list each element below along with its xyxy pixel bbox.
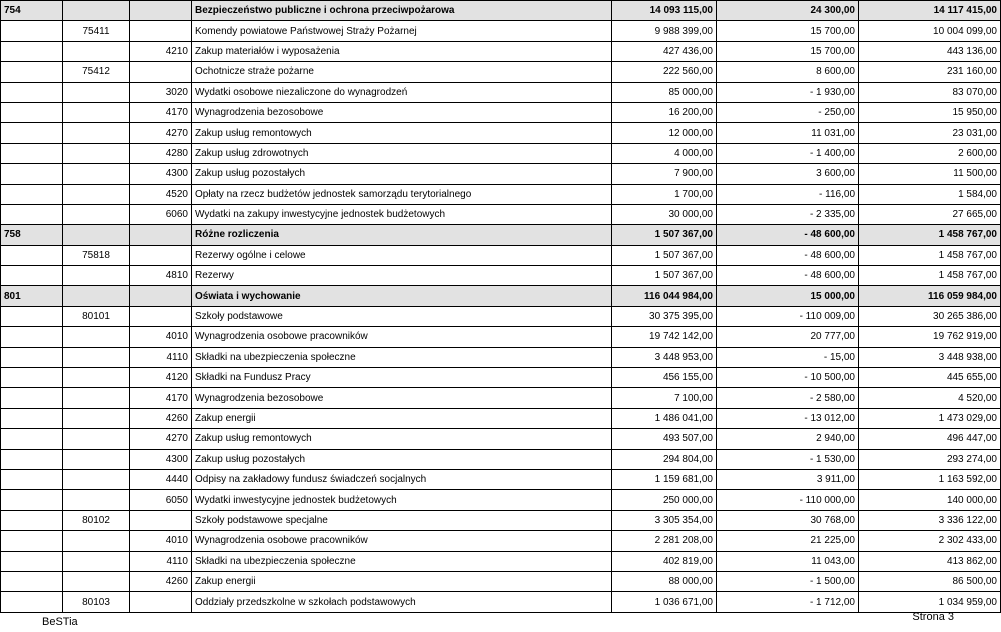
- cell-name: Opłaty na rzecz budżetów jednostek samorządu terytorialnego: [192, 184, 612, 204]
- cell-name: Wynagrodzenia osobowe pracowników: [192, 531, 612, 551]
- cell-name: Składki na ubezpieczenia społeczne: [192, 347, 612, 367]
- cell-name: Zakup usług zdrowotnych: [192, 143, 612, 163]
- table-row: [1, 449, 1001, 469]
- cell-plan: 1 159 681,00: [612, 469, 717, 489]
- cell-paragraf: 4520: [130, 184, 192, 204]
- cell-change: - 48 600,00: [717, 245, 859, 265]
- cell-name: Składki na Fundusz Pracy: [192, 368, 612, 388]
- cell-plan: 7 900,00: [612, 164, 717, 184]
- cell-name: Oświata i wychowanie: [192, 286, 612, 306]
- cell-paragraf: 6050: [130, 490, 192, 510]
- table-row: [1, 490, 1001, 510]
- table-row: [1, 1, 1001, 21]
- cell-plan: 1 700,00: [612, 184, 717, 204]
- cell-change: 24 300,00: [717, 1, 859, 21]
- cell-paragraf: 4270: [130, 123, 192, 143]
- cell-change: 11 031,00: [717, 123, 859, 143]
- cell-change: - 1 930,00: [717, 82, 859, 102]
- cell-dzial: [1, 204, 63, 224]
- cell-dzial: 754: [1, 1, 63, 21]
- cell-change: 30 768,00: [717, 510, 859, 530]
- cell-plan: 88 000,00: [612, 571, 717, 591]
- cell-plan: 19 742 142,00: [612, 327, 717, 347]
- cell-after: 231 160,00: [859, 62, 1001, 82]
- cell-name: Rezerwy ogólne i celowe: [192, 245, 612, 265]
- cell-name: Wynagrodzenia osobowe pracowników: [192, 327, 612, 347]
- cell-after: 413 862,00: [859, 551, 1001, 571]
- cell-plan: 16 200,00: [612, 102, 717, 122]
- cell-rozdzial: 75412: [63, 62, 130, 82]
- cell-rozdzial: [63, 225, 130, 245]
- cell-dzial: [1, 388, 63, 408]
- cell-change: - 116,00: [717, 184, 859, 204]
- cell-rozdzial: [63, 531, 130, 551]
- cell-dzial: [1, 82, 63, 102]
- cell-paragraf: 4300: [130, 164, 192, 184]
- cell-dzial: [1, 184, 63, 204]
- cell-name: Zakup materiałów i wyposażenia: [192, 41, 612, 61]
- cell-rozdzial: [63, 347, 130, 367]
- cell-paragraf: [130, 62, 192, 82]
- cell-plan: 2 281 208,00: [612, 531, 717, 551]
- cell-after: 1 034 959,00: [859, 592, 1001, 612]
- cell-name: Wynagrodzenia bezosobowe: [192, 388, 612, 408]
- table-row: [1, 368, 1001, 388]
- cell-after: 496 447,00: [859, 429, 1001, 449]
- cell-paragraf: 4270: [130, 429, 192, 449]
- cell-change: - 110 000,00: [717, 490, 859, 510]
- cell-dzial: [1, 531, 63, 551]
- cell-paragraf: [130, 245, 192, 265]
- cell-after: 4 520,00: [859, 388, 1001, 408]
- table-row: [1, 327, 1001, 347]
- cell-change: - 15,00: [717, 347, 859, 367]
- cell-plan: 402 819,00: [612, 551, 717, 571]
- cell-paragraf: [130, 1, 192, 21]
- cell-change: - 1 712,00: [717, 592, 859, 612]
- cell-paragraf: 4210: [130, 41, 192, 61]
- table-row: [1, 164, 1001, 184]
- cell-name: Wydatki osobowe niezaliczone do wynagrodzeń: [192, 82, 612, 102]
- cell-dzial: [1, 347, 63, 367]
- table-row: [1, 429, 1001, 449]
- cell-rozdzial: [63, 408, 130, 428]
- budget-rows: [1, 1, 1001, 613]
- cell-after: 10 004 099,00: [859, 21, 1001, 41]
- table-row: [1, 469, 1001, 489]
- cell-change: - 110 009,00: [717, 306, 859, 326]
- cell-rozdzial: 80101: [63, 306, 130, 326]
- cell-paragraf: 6060: [130, 204, 192, 224]
- cell-change: - 1 400,00: [717, 143, 859, 163]
- cell-dzial: [1, 41, 63, 61]
- cell-paragraf: [130, 592, 192, 612]
- footer-software-name: BeSTia: [42, 616, 78, 628]
- cell-plan: 427 436,00: [612, 41, 717, 61]
- cell-dzial: 801: [1, 286, 63, 306]
- cell-rozdzial: [63, 469, 130, 489]
- table-row: [1, 266, 1001, 286]
- cell-change: 3 600,00: [717, 164, 859, 184]
- cell-plan: 1 507 367,00: [612, 245, 717, 265]
- cell-dzial: [1, 327, 63, 347]
- table-row: [1, 286, 1001, 306]
- cell-change: 15 700,00: [717, 21, 859, 41]
- table-row: [1, 143, 1001, 163]
- cell-name: Różne rozliczenia: [192, 225, 612, 245]
- cell-name: Wydatki inwestycyjne jednostek budżetowych: [192, 490, 612, 510]
- cell-dzial: [1, 408, 63, 428]
- cell-plan: 456 155,00: [612, 368, 717, 388]
- cell-name: Oddziały przedszkolne w szkołach podstawowych: [192, 592, 612, 612]
- table-row: [1, 41, 1001, 61]
- cell-name: Wynagrodzenia bezosobowe: [192, 102, 612, 122]
- cell-paragraf: [130, 306, 192, 326]
- cell-change: - 250,00: [717, 102, 859, 122]
- cell-name: Wydatki na zakupy inwestycyjne jednostek budżetowych: [192, 204, 612, 224]
- cell-after: 19 762 919,00: [859, 327, 1001, 347]
- cell-paragraf: [130, 225, 192, 245]
- table-row: [1, 551, 1001, 571]
- cell-rozdzial: [63, 1, 130, 21]
- cell-name: Zakup energii: [192, 408, 612, 428]
- cell-paragraf: 4010: [130, 327, 192, 347]
- cell-dzial: [1, 306, 63, 326]
- cell-dzial: [1, 143, 63, 163]
- cell-rozdzial: [63, 490, 130, 510]
- cell-rozdzial: [63, 164, 130, 184]
- cell-after: 1 458 767,00: [859, 225, 1001, 245]
- cell-plan: 9 988 399,00: [612, 21, 717, 41]
- footer-page-number: Strona 3: [912, 611, 954, 623]
- cell-rozdzial: [63, 184, 130, 204]
- cell-after: 2 600,00: [859, 143, 1001, 163]
- cell-plan: 1 507 367,00: [612, 225, 717, 245]
- cell-dzial: [1, 245, 63, 265]
- cell-rozdzial: [63, 286, 130, 306]
- cell-change: - 48 600,00: [717, 225, 859, 245]
- cell-after: 116 059 984,00: [859, 286, 1001, 306]
- cell-change: - 1 530,00: [717, 449, 859, 469]
- cell-name: Rezerwy: [192, 266, 612, 286]
- cell-change: - 10 500,00: [717, 368, 859, 388]
- cell-after: 27 665,00: [859, 204, 1001, 224]
- cell-plan: 222 560,00: [612, 62, 717, 82]
- cell-after: 445 655,00: [859, 368, 1001, 388]
- cell-paragraf: 4260: [130, 408, 192, 428]
- table-row: [1, 184, 1001, 204]
- cell-change: - 2 335,00: [717, 204, 859, 224]
- cell-after: 443 136,00: [859, 41, 1001, 61]
- cell-after: 23 031,00: [859, 123, 1001, 143]
- cell-name: Składki na ubezpieczenia społeczne: [192, 551, 612, 571]
- cell-after: 14 117 415,00: [859, 1, 1001, 21]
- cell-after: 83 070,00: [859, 82, 1001, 102]
- cell-after: 140 000,00: [859, 490, 1001, 510]
- cell-paragraf: [130, 21, 192, 41]
- cell-dzial: [1, 368, 63, 388]
- table-row: [1, 571, 1001, 591]
- cell-plan: 3 448 953,00: [612, 347, 717, 367]
- table-row: [1, 388, 1001, 408]
- cell-after: 15 950,00: [859, 102, 1001, 122]
- cell-rozdzial: [63, 204, 130, 224]
- cell-change: 15 700,00: [717, 41, 859, 61]
- cell-change: 20 777,00: [717, 327, 859, 347]
- cell-name: Ochotnicze straże pożarne: [192, 62, 612, 82]
- cell-plan: 116 044 984,00: [612, 286, 717, 306]
- cell-paragraf: 4280: [130, 143, 192, 163]
- cell-paragraf: [130, 510, 192, 530]
- cell-change: 11 043,00: [717, 551, 859, 571]
- cell-dzial: [1, 469, 63, 489]
- cell-name: Zakup usług pozostałych: [192, 164, 612, 184]
- cell-after: 293 274,00: [859, 449, 1001, 469]
- cell-change: 21 225,00: [717, 531, 859, 551]
- cell-plan: 493 507,00: [612, 429, 717, 449]
- cell-name: Zakup usług remontowych: [192, 123, 612, 143]
- cell-rozdzial: 75411: [63, 21, 130, 41]
- cell-rozdzial: [63, 388, 130, 408]
- cell-dzial: [1, 21, 63, 41]
- cell-plan: 3 305 354,00: [612, 510, 717, 530]
- cell-name: Szkoły podstawowe: [192, 306, 612, 326]
- cell-rozdzial: [63, 41, 130, 61]
- cell-after: 3 448 938,00: [859, 347, 1001, 367]
- cell-dzial: [1, 551, 63, 571]
- cell-plan: 85 000,00: [612, 82, 717, 102]
- cell-after: 2 302 433,00: [859, 531, 1001, 551]
- cell-rozdzial: [63, 571, 130, 591]
- cell-rozdzial: [63, 449, 130, 469]
- cell-after: 3 336 122,00: [859, 510, 1001, 530]
- cell-rozdzial: [63, 429, 130, 449]
- table-row: [1, 531, 1001, 551]
- table-row: [1, 225, 1001, 245]
- cell-rozdzial: [63, 551, 130, 571]
- cell-paragraf: 4440: [130, 469, 192, 489]
- cell-paragraf: 4010: [130, 531, 192, 551]
- cell-change: 2 940,00: [717, 429, 859, 449]
- cell-paragraf: 4260: [130, 571, 192, 591]
- cell-name: Zakup energii: [192, 571, 612, 591]
- cell-paragraf: 4120: [130, 368, 192, 388]
- cell-change: - 48 600,00: [717, 266, 859, 286]
- cell-dzial: [1, 571, 63, 591]
- cell-name: Zakup usług pozostałych: [192, 449, 612, 469]
- cell-after: 1 584,00: [859, 184, 1001, 204]
- cell-dzial: [1, 164, 63, 184]
- table-row: [1, 123, 1001, 143]
- cell-name: Szkoły podstawowe specjalne: [192, 510, 612, 530]
- cell-change: - 2 580,00: [717, 388, 859, 408]
- table-row: [1, 82, 1001, 102]
- cell-paragraf: [130, 286, 192, 306]
- table-row: [1, 204, 1001, 224]
- cell-dzial: [1, 102, 63, 122]
- cell-paragraf: 3020: [130, 82, 192, 102]
- cell-rozdzial: 80102: [63, 510, 130, 530]
- cell-change: 15 000,00: [717, 286, 859, 306]
- cell-dzial: [1, 592, 63, 612]
- cell-plan: 1 036 671,00: [612, 592, 717, 612]
- cell-rozdzial: [63, 266, 130, 286]
- cell-name: Odpisy na zakładowy fundusz świadczeń socjalnych: [192, 469, 612, 489]
- cell-rozdzial: [63, 143, 130, 163]
- cell-name: Zakup usług remontowych: [192, 429, 612, 449]
- cell-after: 86 500,00: [859, 571, 1001, 591]
- cell-after: 1 163 592,00: [859, 469, 1001, 489]
- cell-plan: 250 000,00: [612, 490, 717, 510]
- cell-plan: 30 000,00: [612, 204, 717, 224]
- cell-paragraf: 4110: [130, 347, 192, 367]
- cell-after: 1 458 767,00: [859, 245, 1001, 265]
- cell-after: 30 265 386,00: [859, 306, 1001, 326]
- cell-name: Bezpieczeństwo publiczne i ochrona przeciwpożarowa: [192, 1, 612, 21]
- cell-dzial: [1, 490, 63, 510]
- cell-plan: 7 100,00: [612, 388, 717, 408]
- table-row: [1, 245, 1001, 265]
- cell-change: - 13 012,00: [717, 408, 859, 428]
- cell-after: 1 473 029,00: [859, 408, 1001, 428]
- cell-paragraf: 4810: [130, 266, 192, 286]
- cell-change: 8 600,00: [717, 62, 859, 82]
- table-row: [1, 102, 1001, 122]
- cell-paragraf: 4110: [130, 551, 192, 571]
- table-row: [1, 306, 1001, 326]
- cell-plan: 294 804,00: [612, 449, 717, 469]
- cell-plan: 14 093 115,00: [612, 1, 717, 21]
- cell-plan: 4 000,00: [612, 143, 717, 163]
- cell-dzial: [1, 449, 63, 469]
- table-row: [1, 510, 1001, 530]
- cell-dzial: [1, 510, 63, 530]
- cell-after: 1 458 767,00: [859, 266, 1001, 286]
- table-row: [1, 62, 1001, 82]
- cell-after: 11 500,00: [859, 164, 1001, 184]
- table-row: [1, 21, 1001, 41]
- table-row: [1, 347, 1001, 367]
- cell-rozdzial: [63, 82, 130, 102]
- cell-dzial: [1, 266, 63, 286]
- cell-change: 3 911,00: [717, 469, 859, 489]
- table-row: [1, 408, 1001, 428]
- cell-rozdzial: [63, 102, 130, 122]
- cell-rozdzial: 75818: [63, 245, 130, 265]
- cell-plan: 12 000,00: [612, 123, 717, 143]
- cell-paragraf: 4170: [130, 388, 192, 408]
- cell-paragraf: 4300: [130, 449, 192, 469]
- cell-plan: 30 375 395,00: [612, 306, 717, 326]
- cell-dzial: 758: [1, 225, 63, 245]
- cell-paragraf: 4170: [130, 102, 192, 122]
- cell-rozdzial: [63, 123, 130, 143]
- cell-dzial: [1, 123, 63, 143]
- cell-rozdzial: [63, 327, 130, 347]
- cell-plan: 1 486 041,00: [612, 408, 717, 428]
- cell-dzial: [1, 429, 63, 449]
- cell-plan: 1 507 367,00: [612, 266, 717, 286]
- cell-dzial: [1, 62, 63, 82]
- cell-rozdzial: [63, 368, 130, 388]
- cell-rozdzial: 80103: [63, 592, 130, 612]
- table-row: [1, 592, 1001, 612]
- cell-name: Komendy powiatowe Państwowej Straży Pożarnej: [192, 21, 612, 41]
- cell-change: - 1 500,00: [717, 571, 859, 591]
